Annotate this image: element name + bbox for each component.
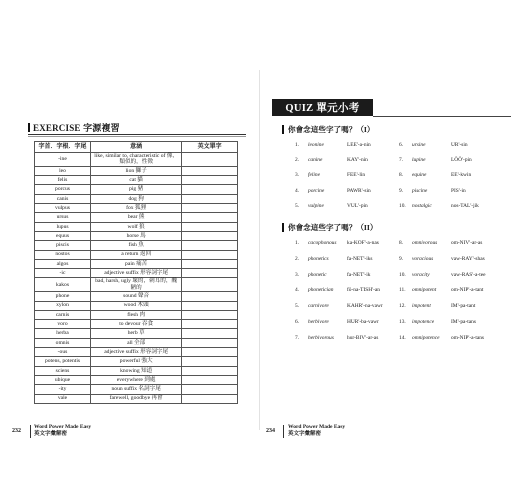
exercise-title: EXERCISE 字源複習 [33,123,120,133]
cell-root: ubique [35,375,91,384]
cell-root: algos [35,259,91,268]
left-page [0,0,258,500]
cell-meaning: dog 狗 [91,194,182,203]
section2-title: 你會念這些字了嗎？（II） [288,223,378,232]
cell-root: kakos [35,278,91,292]
item-pronunciation: LŌŌ'-pin [451,157,472,164]
cell-root: felis [35,176,91,185]
cell-meaning: herb 草 [91,329,182,338]
cell-word[interactable] [182,166,238,175]
item-number: 10. [399,271,406,278]
cell-word[interactable] [182,394,238,403]
footer-separator [283,425,284,438]
item-pronunciation: PAWR'-sin [347,187,371,194]
cell-meaning: cat 貓 [91,176,182,185]
cell-root: carnis [35,310,91,319]
cell-meaning: bad, harsh, ugly 壞的，刺耳的，醜陋的 [91,278,182,292]
item-word: phonetic [308,271,327,278]
item-pronunciation: nos-TAL'-jik [451,202,479,209]
item-number: 5. [295,202,300,209]
book-title [34,424,114,438]
item-number: 1. [295,142,300,148]
cell-word[interactable] [182,301,238,310]
cell-word[interactable] [182,348,238,357]
heading-rule-secondary [28,136,246,137]
cell-meaning: sound 聲音 [91,292,182,301]
item-word: cacophonous [308,240,337,246]
item-number: 9. [399,255,404,262]
cell-meaning: a return 返回 [91,250,182,259]
header-root: 字首．字根．字尾 [35,142,91,153]
item-word: equine [412,172,427,179]
item-number: 8. [399,240,404,246]
page-number: 234 [266,428,275,434]
table-row [35,301,238,310]
header-meaning: 意涵 [91,142,182,153]
cell-word[interactable] [182,259,238,268]
cell-word[interactable] [182,385,238,394]
quiz-banner-rule [373,116,511,117]
cell-root: potens, potentis [35,357,91,366]
cell-word[interactable] [182,176,238,185]
cell-meaning: fox 狐狸 [91,204,182,213]
quiz-banner: QUIZ 單元小考 [272,99,373,116]
item-pronunciation: IM'-pa-tans [451,319,476,325]
cell-word[interactable] [182,153,238,167]
table-row [35,259,238,268]
item-word: carnivore [308,303,329,310]
item-word: omnivorous [412,240,438,246]
cell-root: porcus [35,185,91,194]
cell-word[interactable] [182,241,238,250]
cell-meaning: powerful 強大 [91,357,182,366]
cell-word[interactable] [182,250,238,259]
cell-meaning: pig 豬 [91,185,182,194]
item-pronunciation: ka-KOF'-a-nas [347,240,379,246]
item-word: nostalgic [412,202,432,209]
item-word: impotence [412,319,435,325]
section1-title: 你會念這些字了嗎？（I） [288,125,375,134]
item-pronunciation: fō-na-TISH'-an [347,287,381,294]
item-number: 7. [399,157,404,164]
cell-root: ursus [35,213,91,222]
item-number: 4. [295,187,300,194]
item-pronunciation: om-NIV'-ar-as [451,240,483,246]
item-word: canine [308,157,323,164]
cell-root: xylon [35,301,91,310]
cell-meaning: wood 木頭 [91,301,182,310]
cell-word[interactable] [182,375,238,384]
item-pronunciation: UR'-sin [451,142,468,148]
cell-meaning: lion 獅子 [91,166,182,175]
cell-word[interactable] [182,357,238,366]
item-word: phonetician [308,287,334,294]
item-pronunciation: vaw-RAY'-shas [451,255,485,262]
table-row [35,231,238,240]
book-title-en: Word Power Made Easy [34,424,92,430]
cell-meaning: adjective suffix 形容詞字尾 [91,269,182,278]
item-number: 2. [295,157,300,164]
item-pronunciation: PIS'-in [451,187,466,194]
cell-meaning: horse 馬 [91,231,182,240]
exercise-table [34,141,238,404]
item-word: piscine [412,187,428,194]
item-pronunciation: om-NIP'-a-tans [451,334,485,341]
item-pronunciation: fa-NET'-ik [347,271,371,278]
section2-heading [282,222,377,233]
cell-meaning: pain 痛苦 [91,259,182,268]
item-pronunciation: IM'-pa-tant [451,303,476,310]
cell-root: sciens [35,366,91,375]
item-number: 3. [295,271,300,278]
item-number: 7. [295,334,300,341]
item-word: feline [308,172,320,179]
cell-root: vale [35,394,91,403]
item-word: impotent [412,303,431,310]
item-number: 12. [399,303,406,310]
cell-root: omnis [35,338,91,347]
table-row [35,176,238,185]
table-row [35,278,238,292]
cell-meaning: farewell, goodbye 再會 [91,394,182,403]
cell-word[interactable] [182,185,238,194]
cell-root: lupus [35,222,91,231]
cell-word[interactable] [182,329,238,338]
item-number: 10. [399,202,406,209]
table-row [35,194,238,203]
item-pronunciation: EE'-kwin [451,172,472,179]
table-row [35,250,238,259]
cell-root: equus [35,231,91,240]
cell-meaning: knowing 知道 [91,366,182,375]
table-row [35,241,238,250]
table-row [35,185,238,194]
cell-meaning: to devour 吞食 [91,320,182,329]
item-number: 8. [399,172,404,179]
cell-root: voro [35,320,91,329]
item-word: omnipotence [412,334,440,341]
item-word: lupine [412,157,426,164]
right-page [262,0,520,500]
cell-root: phone [35,292,91,301]
table-row [35,213,238,222]
cell-word[interactable] [182,222,238,231]
item-word: voracity [412,271,430,278]
item-number: 11. [399,287,406,294]
item-number: 6. [399,142,404,148]
cell-meaning: wolf 狼 [91,222,182,231]
cell-root: leo [35,166,91,175]
item-word: voracious [412,255,434,262]
table-row [35,348,238,357]
table-row [35,153,238,167]
item-pronunciation: FEE'-lin [347,172,366,179]
item-number: 3. [295,172,300,179]
book-title [288,424,368,438]
table-row [35,366,238,375]
book-spine [259,70,260,430]
page-number: 232 [12,428,21,434]
item-pronunciation: KAY'-nin [347,157,368,164]
table-row [35,320,238,329]
item-number: 13. [399,319,406,325]
cell-word[interactable] [182,310,238,319]
section1-heading [282,124,375,135]
item-word: porcine [308,187,325,194]
item-pronunciation: om-NIP'-a-tant [451,287,484,294]
cell-root: vulpus [35,204,91,213]
cell-meaning: adjective suffix 形容詞字尾 [91,348,182,357]
cell-word[interactable] [182,338,238,347]
cell-meaning: flesh 肉 [91,310,182,319]
item-number: 6. [295,319,300,325]
table-row [35,357,238,366]
table-row [35,166,238,175]
book-title-zh: 英文字彙解密 [34,430,68,437]
cell-meaning: bear 熊 [91,213,182,222]
item-pronunciation: KAHR'-na-vawr [347,303,383,310]
heading-bar [282,223,284,232]
footer-separator [30,425,31,438]
cell-root: canis [35,194,91,203]
item-pronunciation: hur-BIV'-ar-as [347,334,379,341]
table-row [35,375,238,384]
heading-bar [28,123,30,132]
cell-root: -ity [35,385,91,394]
cell-meaning: all 全部 [91,338,182,347]
cell-word[interactable] [182,292,238,301]
cell-word[interactable] [182,204,238,213]
cell-root: nostos [35,250,91,259]
item-number: 5. [295,303,300,310]
item-word: herbivore [308,319,329,325]
cell-word[interactable] [182,194,238,203]
table-row [35,292,238,301]
cell-root: -ine [35,153,91,167]
table-row [35,269,238,278]
exercise-heading [28,121,120,134]
table-row [35,310,238,319]
cell-meaning: noun suffix 名詞字尾 [91,385,182,394]
table-row [35,394,238,403]
cell-meaning: like, similar to, characteristic of 像，類似的，性徵 [91,153,182,167]
table-row [35,338,238,347]
item-number: 14. [399,334,406,341]
item-pronunciation: HUR'-ba-vawr [347,319,379,325]
item-word: phonetics [308,255,329,262]
book-title-zh: 英文字彙解密 [288,430,322,437]
item-pronunciation: fa-NET'-iks [347,255,373,262]
table-row [35,222,238,231]
table-row [35,329,238,338]
table-row [35,204,238,213]
table-row [35,385,238,394]
item-word: vulpine [308,202,324,209]
cell-word[interactable] [182,231,238,240]
item-number: 4. [295,287,300,294]
item-word: leonine [308,142,324,148]
item-word: herbivorous [308,334,334,341]
cell-root: -ic [35,269,91,278]
cell-meaning: fish 魚 [91,241,182,250]
cell-word[interactable] [182,320,238,329]
cell-word[interactable] [182,269,238,278]
item-pronunciation: vaw-RAS'-a-tee [451,271,486,278]
book-title-en: Word Power Made Easy [288,424,346,430]
cell-word[interactable] [182,213,238,222]
item-pronunciation: VUL'-pin [347,202,368,209]
table-header-row [35,142,238,153]
item-number: 9. [399,187,404,194]
item-word: omnipotent [412,287,437,294]
heading-bar [282,125,284,134]
item-pronunciation: LEE'-a-nin [347,142,371,148]
header-word: 英文單字 [182,142,238,153]
heading-rule [28,134,246,135]
item-word: ursine [412,142,426,148]
cell-word[interactable] [182,278,238,292]
cell-word[interactable] [182,366,238,375]
item-number: 1. [295,240,300,246]
cell-meaning: everywhere 到處 [91,375,182,384]
cell-root: herba [35,329,91,338]
cell-root: -ous [35,348,91,357]
table-body [35,153,238,404]
cell-root: piscis [35,241,91,250]
item-number: 2. [295,255,300,262]
